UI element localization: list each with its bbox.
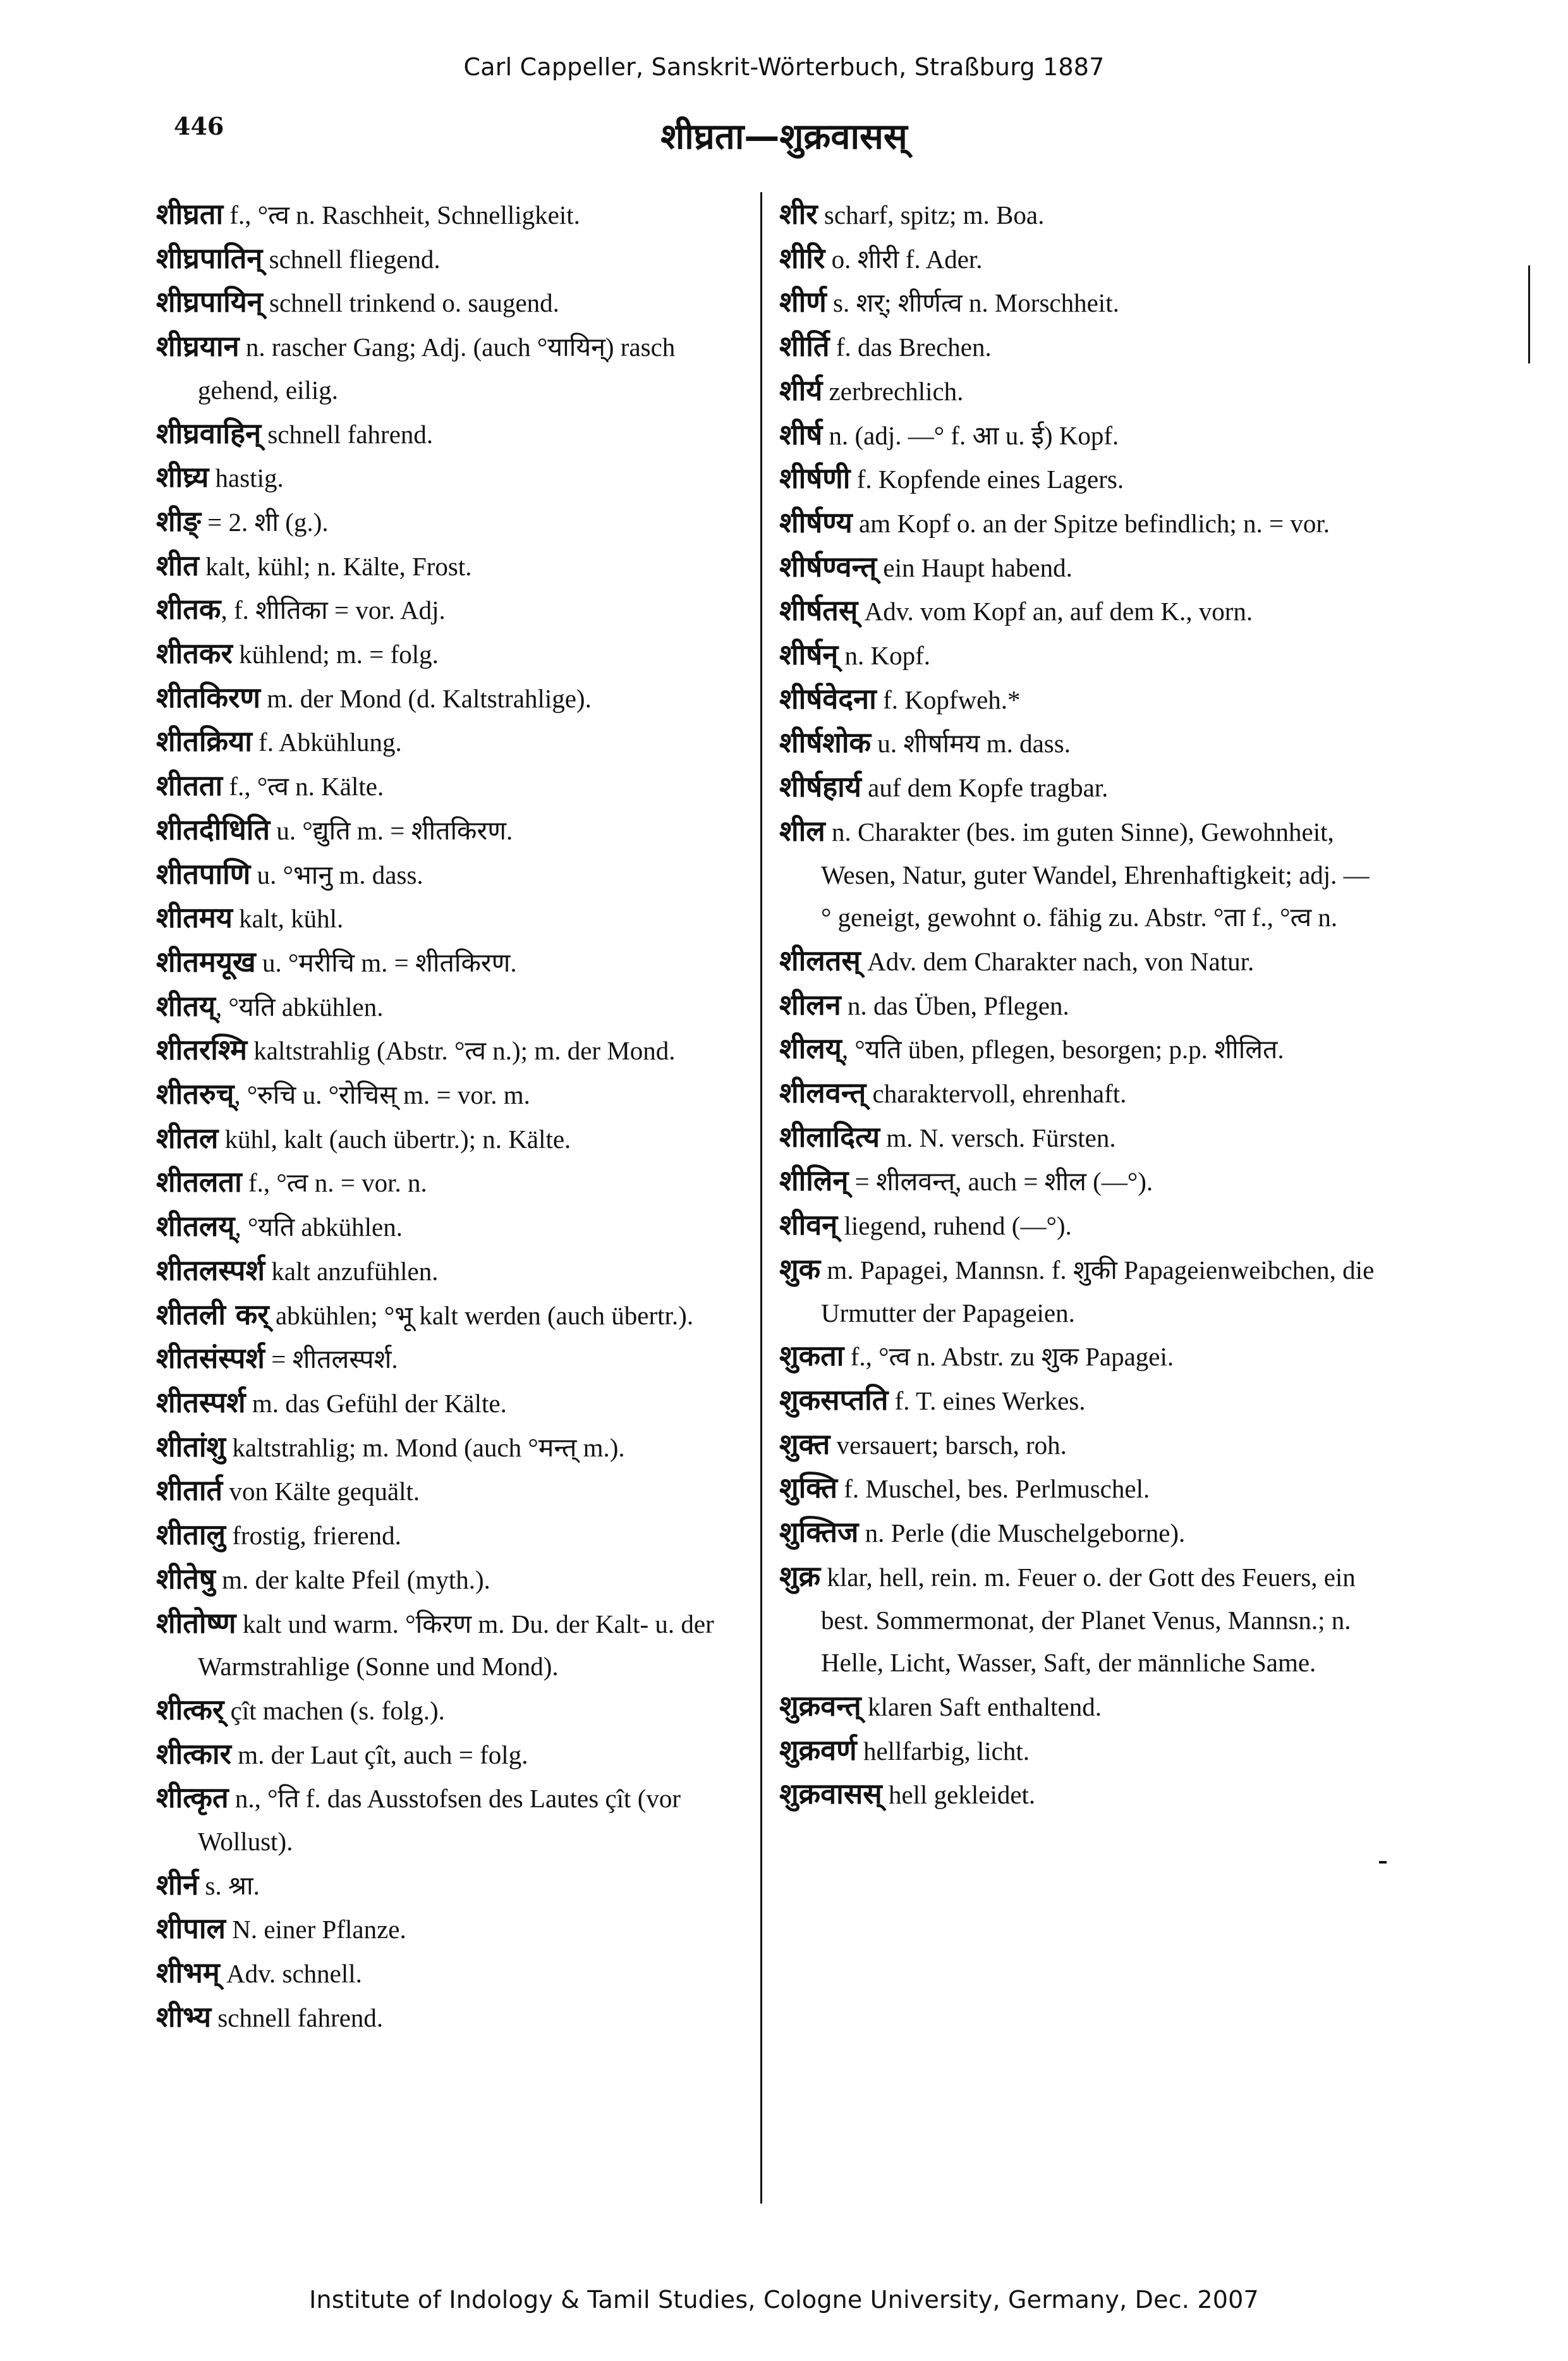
headword: शीलादित्य: [779, 1119, 880, 1154]
headword: शीतमय: [156, 901, 233, 935]
definition: schnell fahrend.: [211, 2003, 384, 2032]
definition: n. Kopf.: [838, 641, 931, 671]
dictionary-entry: [779, 1248, 1378, 1334]
headword: शीतकिरण: [156, 680, 261, 714]
dictionary-entry: [779, 939, 1378, 984]
definition: kalt und warm. °किरण m. Du. der Kalt- u. der Warmstrahlige (Sonne und Mond).: [198, 1609, 714, 1681]
dictionary-entry: [156, 676, 750, 721]
dictionary-entry: [156, 985, 750, 1029]
definition: kalt, kühl; n. Kälte, Frost.: [198, 551, 472, 581]
dictionary-entry: [156, 1337, 750, 1381]
dictionary-entry: [156, 500, 750, 544]
definition: n. das Üben, Pflegen.: [841, 991, 1069, 1020]
definition: u. शीर्षामय m. dass.: [871, 729, 1071, 759]
headword: शीङ्: [156, 504, 201, 538]
headword: शीघ्रपायिन्: [156, 285, 263, 319]
dictionary-entry: [779, 325, 1378, 369]
dictionary-entry: [779, 1379, 1378, 1423]
dictionary-entry: [779, 721, 1378, 766]
headword: शीतल: [156, 1121, 219, 1155]
dictionary-entry: [779, 281, 1378, 325]
dictionary-entry: [779, 1511, 1378, 1555]
definition: ein Haupt habend.: [877, 552, 1073, 582]
headword: शुक्त: [779, 1427, 830, 1461]
definition: klar, hell, rein. m. Feuer o. der Gott des Feuers, ein best. Sommermonat, der Planet Venus, Mannsn.; n. Helle, Licht, Wasser, Saft, der männliche Same.: [820, 1562, 1356, 1678]
definition: N. einer Pflanze.: [225, 1915, 406, 1944]
headword: शीघ्रवाहिन्: [156, 416, 262, 450]
dictionary-entry: [156, 941, 750, 985]
headword: शीर्ण: [779, 285, 827, 319]
dictionary-entry: [779, 1204, 1378, 1248]
headword: शीतांशु: [156, 1429, 226, 1463]
definition: frostig, frierend.: [226, 1521, 401, 1551]
headword: शील: [779, 814, 825, 848]
definition: , f. शीतिका = vor. Adj.: [221, 595, 446, 625]
headword: शीर्षण्य: [779, 505, 853, 539]
headword: शुक: [779, 1252, 821, 1286]
dictionary-entry: [779, 1071, 1378, 1116]
headword: शीत्कृत: [156, 1781, 229, 1815]
left-column: [156, 193, 750, 2040]
definition: f. Abkühlung.: [252, 728, 402, 757]
definition: Adv. schnell.: [219, 1959, 362, 1989]
headword: शीतपाणि: [156, 857, 251, 891]
dictionary-entry: [156, 1602, 750, 1688]
headword: शीर्षन्: [779, 638, 839, 672]
definition: kalt anzufühlen.: [265, 1256, 439, 1286]
source-header: Carl Cappeller, Sanskrit-Wörterbuch, Straßburg 1887: [463, 53, 1105, 81]
dictionary-entry: [156, 1073, 750, 1117]
headword: शुकसप्तति: [779, 1382, 889, 1417]
dictionary-entry: [156, 1558, 750, 1602]
headword: शीलय्: [779, 1032, 842, 1066]
headword: शुक्रवासस्: [779, 1777, 882, 1811]
headword: शीतलय्: [156, 1209, 235, 1243]
headword: शीतक्रिया: [156, 724, 252, 759]
headword: शीर्षहार्य: [779, 770, 861, 804]
dictionary-entry: [156, 456, 750, 500]
dictionary-entry: [779, 589, 1378, 633]
headword: शीर्न: [156, 1867, 199, 1901]
headword: शीलन: [779, 987, 841, 1022]
definition: schnell fliegend.: [262, 244, 441, 274]
headword: शीत्कर्: [156, 1692, 224, 1726]
dictionary-entry: [156, 1907, 750, 1951]
headword: शीत्कार: [156, 1736, 232, 1771]
headword: शीत: [156, 548, 199, 582]
dictionary-entry: [156, 544, 750, 589]
definition: n. Perle (die Muschelgeborne).: [858, 1518, 1186, 1548]
definition: zerbrechlich.: [822, 376, 964, 406]
dictionary-entry: [156, 193, 750, 237]
definition: f., °त्व n. = vor. n.: [241, 1168, 427, 1198]
dictionary-entry: [779, 546, 1378, 590]
headword: शीवन्: [779, 1208, 838, 1242]
dictionary-entry: [156, 1776, 750, 1863]
dictionary-entry: [156, 1951, 750, 1996]
definition: hastig.: [209, 463, 284, 493]
footer: Institute of Indology & Tamil Studies, Cologne University, Germany, Dec. 2007: [309, 2286, 1259, 2314]
dictionary-entry: [156, 764, 750, 808]
headword: शीर्षतस्: [779, 594, 858, 628]
dictionary-entry: [156, 281, 750, 325]
dictionary-entry: [156, 896, 750, 941]
running-head: शीघ्रता—शुक्रवासस्: [660, 116, 908, 157]
definition: f. das Brechen.: [829, 332, 992, 362]
dictionary-entry: [156, 325, 750, 412]
headword: शुक्ति: [779, 1471, 838, 1505]
definition: , °रुचि u. °रोचिस् m. = vor. m.: [234, 1080, 530, 1110]
headword: शुकता: [779, 1339, 844, 1373]
headword: शीघ्र्य: [156, 460, 209, 494]
definition: u. °द्युति m. = शीतकिरण.: [270, 815, 513, 845]
definition: versauert; barsch, roh.: [830, 1430, 1067, 1460]
definition: o. शीरी f. Ader.: [825, 244, 983, 274]
definition: m. Papagei, Mannsn. f. शुकी Papageienweibchen, die Urmutter der Papageien.: [820, 1255, 1375, 1327]
dictionary-entry: [779, 1729, 1378, 1773]
dictionary-entry: [156, 632, 750, 676]
definition: m. der Mond (d. Kaltstrahlige).: [260, 683, 592, 713]
definition: n. rascher Gang; Adj. (auch °यायिन्) rasch gehend, eilig.: [198, 332, 676, 405]
definition: = शीलवन्त्, auch = शील (—°).: [848, 1167, 1153, 1197]
headword: शीभम्: [156, 1956, 220, 1990]
definition: m. der Laut çît, auch = folg.: [231, 1740, 528, 1769]
dictionary-entry: [156, 853, 750, 897]
dictionary-entry: [156, 1733, 750, 1777]
headword: शीतस्पर्श: [156, 1385, 246, 1419]
dictionary-entry: [779, 369, 1378, 413]
dictionary-entry: [156, 808, 750, 853]
headword: शीलवन्त्: [779, 1076, 866, 1110]
dictionary-entry: [156, 1688, 750, 1733]
dictionary-entry: [779, 1159, 1378, 1204]
headword: शुक्रवर्ण: [779, 1733, 857, 1767]
dictionary-entry: [156, 588, 750, 632]
dictionary-entry: [779, 1423, 1378, 1467]
headword: शीतली कर्: [156, 1297, 269, 1331]
definition: f., °त्व n. Abstr. zu शुक Papagei.: [844, 1342, 1174, 1372]
headword: शीर: [779, 197, 818, 231]
dictionary-entry: [156, 1381, 750, 1425]
definition: f. Kopfweh.*: [876, 685, 1021, 714]
dictionary-entry: [156, 1996, 750, 2040]
definition: von Kälte gequält.: [222, 1477, 420, 1506]
definition: auf dem Kopfe tragbar.: [861, 773, 1109, 803]
definition: hellfarbig, licht.: [856, 1736, 1030, 1766]
headword: शीतलस्पर्श: [156, 1253, 265, 1287]
dictionary-entry: [779, 633, 1378, 678]
definition: Adv. vom Kopf an, auf dem K., vorn.: [858, 597, 1253, 626]
headword: शीभ्य: [156, 1999, 212, 2034]
definition: scharf, spitz; m. Boa.: [817, 200, 1045, 229]
headword: शीघ्रयान: [156, 329, 240, 363]
headword: शीरि: [779, 241, 825, 275]
definition: abkühlen; °भू kalt werden (auch übertr.).: [269, 1300, 694, 1330]
dictionary-entry: [779, 1685, 1378, 1729]
page-number: 446: [174, 112, 224, 140]
headword: शुक्तिज: [779, 1515, 859, 1549]
definition: n. (adj. —° f. आ u. ई) Kopf.: [822, 420, 1119, 450]
dictionary-entry: [779, 1116, 1378, 1160]
headword: शुक्रवन्त्: [779, 1688, 861, 1723]
definition: kühlend; m. = folg.: [232, 640, 439, 669]
dictionary-entry: [156, 1293, 750, 1338]
dictionary-entry: [156, 1249, 750, 1293]
definition: u. °भानु m. dass.: [250, 860, 423, 889]
dictionary-entry: [156, 720, 750, 764]
dictionary-entry: [779, 1027, 1378, 1071]
dictionary-entry: [779, 1334, 1378, 1379]
headword: शीतरश्मि: [156, 1033, 248, 1067]
dictionary-entry: [779, 501, 1378, 546]
definition: = 2. शी (g.).: [200, 507, 329, 537]
headword: शीघ्रता: [156, 197, 224, 231]
definition: m. das Gefühl der Kälte.: [245, 1388, 507, 1418]
dictionary-entry: [779, 1772, 1378, 1817]
headword: शीलिन्: [779, 1164, 849, 1198]
headword: शीपाल: [156, 1912, 226, 1946]
definition: çît machen (s. folg.).: [224, 1695, 445, 1725]
headword: शुक्र: [779, 1559, 821, 1593]
definition: schnell fahrend.: [261, 419, 434, 449]
definition: n., °ति f. das Ausstofsen des Lautes çît (vor Wollust).: [198, 1784, 681, 1857]
definition: , °यति üben, pflegen, besorgen; p.p. शीलित.: [841, 1035, 1284, 1065]
dictionary-entry: [779, 237, 1378, 281]
definition: s. श्रा.: [198, 1870, 260, 1900]
definition: kaltstrahlig (Abstr. °त्व n.); m. der Mond.: [247, 1036, 676, 1066]
definition: , °यति abkühlen.: [234, 1212, 403, 1242]
headword: शीतोष्ण: [156, 1606, 236, 1640]
definition: charaktervoll, ehrenhaft.: [866, 1079, 1127, 1109]
headword: शीतय्: [156, 989, 216, 1023]
margin-mark: [1379, 1861, 1387, 1864]
headword: शीर्षण्वन्त्: [779, 549, 877, 583]
dictionary-entry: [156, 412, 750, 456]
definition: schnell trinkend o. saugend.: [262, 288, 559, 318]
definition: s. शर्; शीर्णत्व n. Morschheit.: [826, 288, 1119, 318]
headword: शीतालु: [156, 1518, 226, 1552]
headword: शीतता: [156, 769, 223, 803]
headword: शीर्षशोक: [779, 726, 872, 760]
headword: शीतदीधिति: [156, 812, 270, 846]
definition: f. T. eines Werkes.: [888, 1386, 1086, 1415]
headword: शीर्य: [779, 373, 823, 407]
dictionary-entry: [156, 1205, 750, 1249]
definition: kühl, kalt (auch übertr.); n. Kälte.: [218, 1124, 571, 1154]
headword: शीतसंस्पर्श: [156, 1341, 265, 1376]
dictionary-entry: [779, 193, 1378, 237]
definition: hell gekleidet.: [882, 1780, 1036, 1810]
definition: = शीतलस्पर्श.: [265, 1345, 398, 1374]
dictionary-entry: [156, 1028, 750, 1073]
headword: शीतरुच्: [156, 1077, 234, 1111]
dictionary-entry: [156, 1864, 750, 1908]
column-divider: [760, 192, 762, 2204]
definition: klaren Saft enthaltend.: [861, 1692, 1102, 1721]
right-column: [779, 193, 1378, 1817]
headword: शीतकर: [156, 637, 233, 671]
definition: m. der kalte Pfeil (myth.).: [215, 1565, 490, 1594]
headword: शीतार्त: [156, 1473, 223, 1508]
definition: m. N. versch. Fürsten.: [880, 1123, 1116, 1152]
headword: शीतमयूख: [156, 944, 256, 979]
definition: f., °त्व n. Raschheit, Schnelligkeit.: [223, 200, 580, 229]
headword: शीघ्रपातिन्: [156, 241, 263, 275]
dictionary-entry: [779, 810, 1378, 939]
definition: u. °मरीचि m. = शीतकिरण.: [255, 948, 517, 977]
dictionary-entry: [156, 1161, 750, 1205]
definition: Adv. dem Charakter nach, von Natur.: [860, 946, 1255, 976]
margin-rule: [1528, 265, 1530, 363]
dictionary-entry: [156, 1469, 750, 1513]
definition: n. Charakter (bes. im guten Sinne), Gewohnheit, Wesen, Natur, guter Wandel, Ehrenhaftigkeit; adj. —° geneigt, gewohnt o. fähig zu. Abstr. °ता f., °त्व n.: [821, 817, 1370, 932]
definition: f. Muschel, bes. Perlmuschel.: [837, 1474, 1150, 1504]
definition: kalt, kühl.: [232, 904, 344, 934]
definition: kaltstrahlig; m. Mond (auch °मन्त् m.).: [226, 1432, 625, 1462]
headword: शीर्ति: [779, 329, 830, 363]
headword: शीतक: [156, 592, 221, 626]
headword: शीर्ष: [779, 417, 823, 451]
dictionary-entry: [779, 457, 1378, 501]
dictionary-entry: [156, 1117, 750, 1161]
dictionary-entry: [779, 1467, 1378, 1511]
definition: f. Kopfende eines Lagers.: [850, 465, 1124, 494]
dictionary-entry: [779, 1555, 1378, 1685]
dictionary-entry: [156, 237, 750, 281]
definition: am Kopf o. an der Spitze befindlich; n. = vor.: [852, 508, 1330, 538]
headword: शीर्षवेदना: [779, 681, 877, 716]
dictionary-entry: [779, 413, 1378, 458]
dictionary-entry: [779, 678, 1378, 722]
dictionary-entry: [156, 1425, 750, 1470]
definition: f., °त्व n. Kälte.: [222, 772, 384, 802]
definition: , °यति abkühlen.: [216, 992, 384, 1022]
headword: शीर्षणी: [779, 461, 851, 496]
dictionary-entry: [779, 766, 1378, 810]
headword: शीलतस्: [779, 943, 861, 977]
headword: शीतेषु: [156, 1561, 216, 1595]
dictionary-entry: [779, 984, 1378, 1028]
headword: शीतलता: [156, 1165, 242, 1199]
dictionary-entry: [156, 1513, 750, 1558]
definition: liegend, ruhend (—°).: [837, 1211, 1072, 1241]
